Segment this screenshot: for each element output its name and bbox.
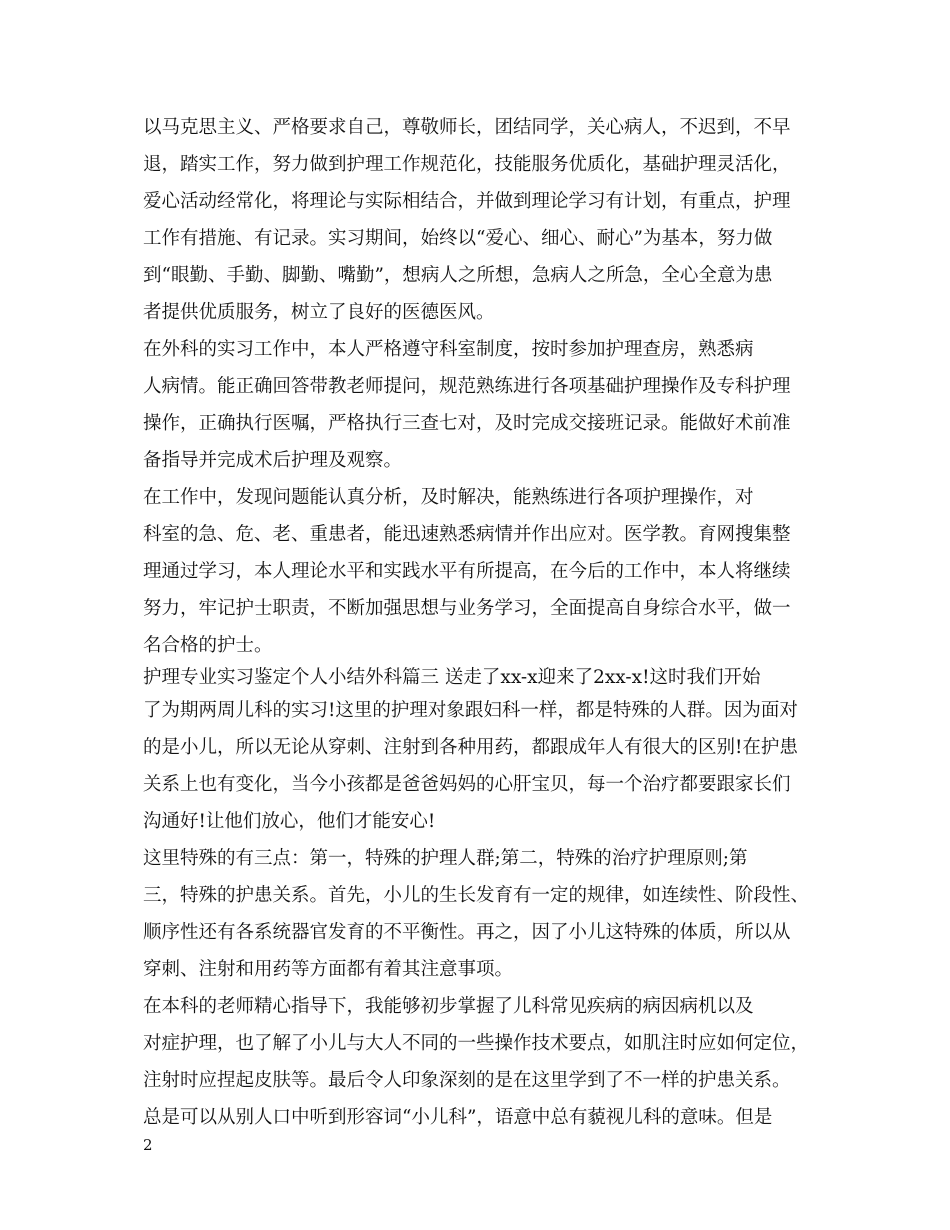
text-line: 理通过学习，本人理论水平和实践水平有所提高，在今后的工作中，本人将继续 bbox=[143, 561, 791, 582]
text-line: 努力，牢记护士职责，不断加强思想与业务学习，全面提高自身综合水平，做一 bbox=[143, 598, 791, 619]
text-line: 三，特殊的护患关系。首先，小儿的生长发育有一定的规律，如连续性、阶段性、 bbox=[143, 885, 810, 906]
text-line: 的是小儿，所以无论从穿刺、注射到各种用药，都跟成年人有很大的区别!在护患 bbox=[143, 737, 798, 758]
text-line: 这里特殊的有三点：第一，特殊的护理人群;第二，特殊的治疗护理原则;第 bbox=[143, 848, 748, 869]
text-line: 顺序性还有各系统器官发育的不平衡性。再之，因了小儿这特殊的体质，所以从 bbox=[143, 922, 791, 943]
text-line: 在本科的老师精心指导下，我能够初步掌握了儿科常见疾病的病因病机以及 bbox=[143, 996, 754, 1017]
text-line: 在工作中，发现问题能认真分析，及时解决，能熟练进行各项护理操作，对 bbox=[143, 487, 754, 508]
text-line: 注射时应捏起皮肤等。最后令人印象深刻的是在这里学到了不一样的护患关系。 bbox=[143, 1070, 791, 1091]
text-line: 沟通好!让他们放心，他们才能安心! bbox=[143, 811, 436, 832]
text-line: 关系上也有变化，当今小孩都是爸爸妈妈的心肝宝贝，每一个治疗都要跟家长们 bbox=[143, 774, 791, 795]
text-line: 人病情。能正确回答带教老师提问，规范熟练进行各项基础护理操作及专科护理 bbox=[143, 376, 791, 397]
section-heading-line: 护理专业实习鉴定个人小结外科篇三 送走了xx-x迎来了2xx-x!这时我们开始 bbox=[143, 667, 761, 688]
text-line: 退，踏实工作，努力做到护理工作规范化，技能服务优质化，基础护理灵活化， bbox=[143, 154, 791, 175]
text-line: 对症护理，也了解了小儿与大人不同的一些操作技术要点，如肌注时应如何定位， bbox=[143, 1033, 810, 1054]
text-line: 操作，正确执行医嘱，严格执行三查七对，及时完成交接班记录。能做好术前准 bbox=[143, 413, 791, 434]
page-number: 2 bbox=[143, 1136, 153, 1154]
text-line: 穿刺、注射和用药等方面都有着其注意事项。 bbox=[143, 959, 514, 980]
text-line: 在外科的实习工作中，本人严格遵守科室制度，按时参加护理查房，熟悉病 bbox=[143, 339, 754, 360]
text-line: 者提供优质服务，树立了良好的医德医风。 bbox=[143, 302, 495, 323]
text-line: 科室的急、危、老、重患者，能迅速熟悉病情并作出应对。医学教。育网搜集整 bbox=[143, 524, 791, 545]
text-line: 到“眼勤、手勤、脚勤、嘴勤”，想病人之所想，急病人之所急，全心全意为患 bbox=[143, 265, 773, 286]
text-line: 备指导并完成术后护理及观察。 bbox=[143, 450, 403, 471]
text-line: 名合格的护士。 bbox=[143, 635, 273, 656]
text-line: 总是可以从别人口中听到形容词“小儿科”，语意中总有藐视儿科的意味。但是 bbox=[143, 1107, 773, 1128]
text-line: 工作有措施、有记录。实习期间，始终以“爱心、细心、耐心”为基本，努力做 bbox=[143, 228, 773, 249]
text-line: 了为期两周儿科的实习!这里的护理对象跟妇科一样，都是特殊的人群。因为面对 bbox=[143, 700, 798, 721]
text-line: 以马克思主义、严格要求自己，尊敬师长，团结同学，关心病人，不迟到，不早 bbox=[143, 117, 791, 138]
text-line: 爱心活动经常化，将理论与实际相结合，并做到理论学习有计划，有重点，护理 bbox=[143, 191, 791, 212]
